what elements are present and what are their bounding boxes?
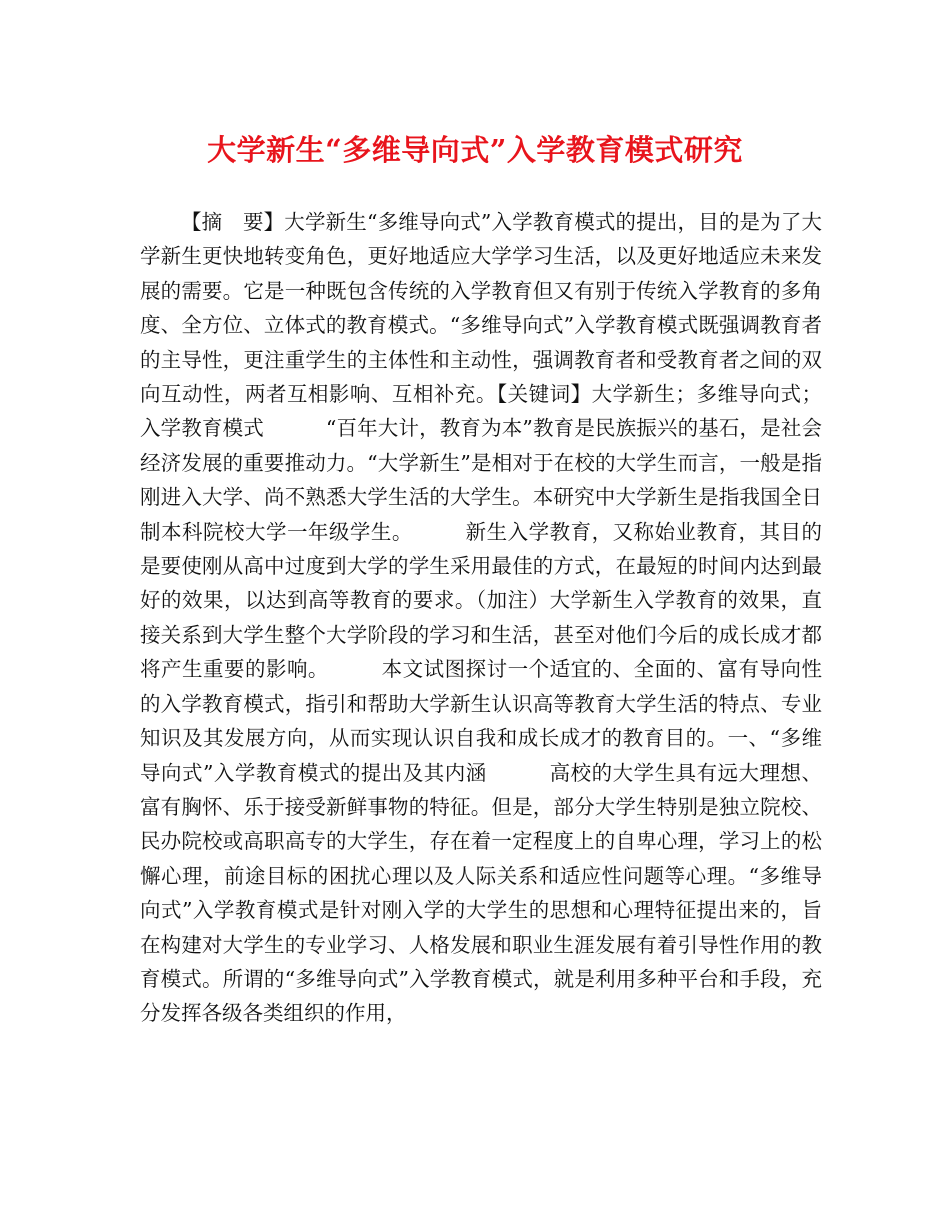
document-body: 【摘 要】大学新生“多维导向式”入学教育模式的提出，目的是为了大学新生更快地转变角色，更好地适应大学学习生活，以及更好地适应未来发展的需要。它是一种既包含传统的入学教育但又有别于传统入学教育的多角度、全方位、立体式的教育模式。“多维导向式”入学教育模式既强调教育者的主导性，更注重学生的主体性和主动性，强调教育者和受教育者之间的双向互动性，两者互相影响、互相补充。【关键词】大学新生；多维导向式；入学教育模式 “百年大计，教育为本”教育是民族振兴的基石，是社会经济发展的重要推动力。“大学新生”是相对于在校的大学生而言，一般是指刚进入大学、尚不熟悉大学生活的大学生。本研究中大学新生是指我国全日制本科院校大学一年级学生。 新生入学教育，又称始业教育，其目的是要使刚从高中过度到大学的学生采用最佳的方式，在最短的时间内达到最好的效果，以达到高等教育的要求。（加注）大学新生入学教育的效果，直接关系到大学生整个大学阶段的学习和生活，甚至对他们今后的成长成才都将产生重要的影响。 本文试图探讨一个适宜的、全面的、富有导向性的入学教育模式，指引和帮助大学新生认识高等教育大学生活的特点、专业知识及其发展方向，从而实现认识自我和成长成才的教育目的。一、“多维导向式”入学教育模式的提出及其内涵 高校的大学生具有远大理想、富有胸怀、乐于接受新鲜事物的特征。但是，部分大学生特别是独立院校、民办院校或高职高专的大学生，存在着一定程度上的自卑心理，学习上的松懈心理，前途目标的困扰心理以及人际关系和适应性问题等心理。“多维导向式”入学教育模式是针对刚入学的大学生的思想和心理特征提出来的，旨在构建对大学生的专业学习、人格发展和职业生涯发展有着引导性作用的教育模式。所谓的“多维导向式”入学教育模式，就是利用多种平台和手段，充分发挥各级各类组织的作用， bbox=[140, 210, 822, 1026]
document-title: 大学新生“多维导向式”入学教育模式研究 bbox=[207, 133, 743, 167]
